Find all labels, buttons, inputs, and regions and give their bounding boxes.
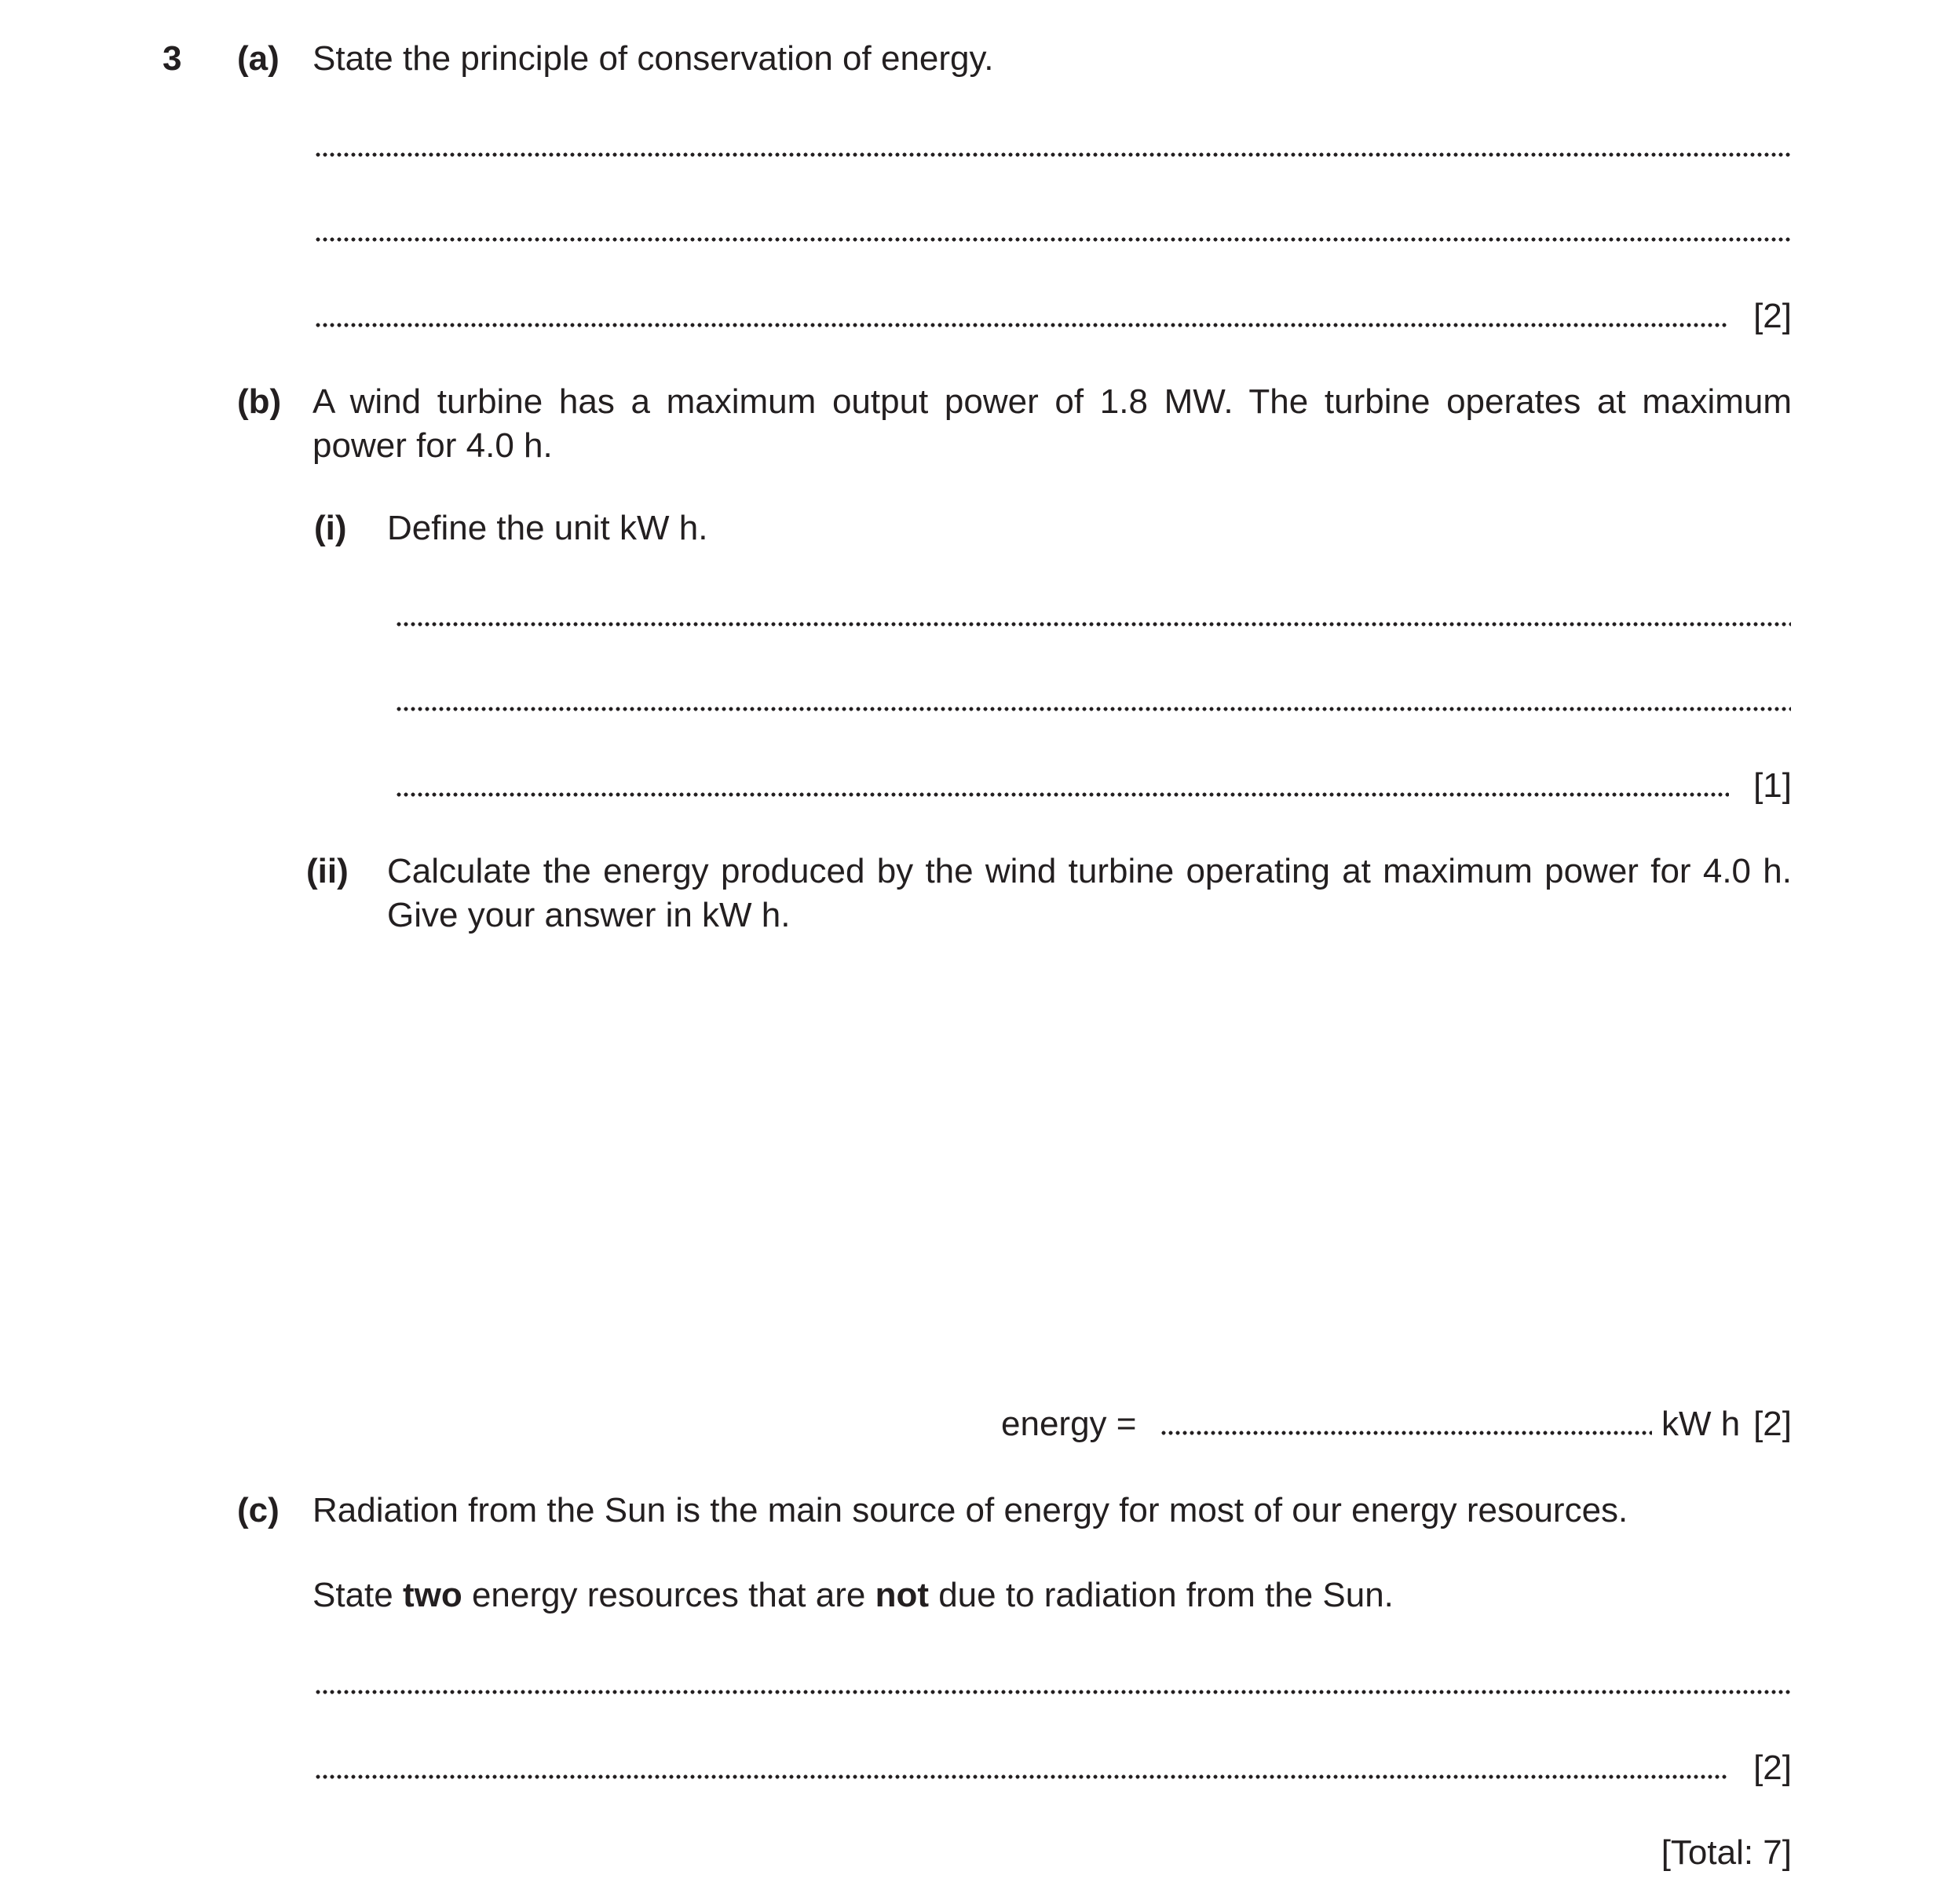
- part-c-prompt: [312, 1573, 1394, 1617]
- part-b-i-label: (i): [314, 509, 347, 547]
- part-a-label: (a): [237, 39, 280, 78]
- energy-answer-line[interactable]: [1161, 1431, 1652, 1435]
- part-b-intro: A wind turbine has a maximum output power of 1.8 MW. The turbine operates at maximum power for 4.0 h.: [312, 382, 1792, 465]
- part-b-ii-marks: [2]: [1753, 1405, 1792, 1443]
- part-b-ii-prompt: Calculate the energy produced by the wind turbine operating at maximum power for 4.0 h. Give your answer in kW h.: [387, 852, 1792, 934]
- part-c-prompt-post: due to radiation from the Sun.: [928, 1576, 1394, 1614]
- answer-line-b-i-3[interactable]: [397, 792, 1729, 797]
- part-c-marks: [2]: [1753, 1749, 1792, 1787]
- question-number: 3: [163, 39, 182, 78]
- answer-line-b-i-1[interactable]: [397, 622, 1791, 627]
- part-c-prompt-bold-two: two: [402, 1576, 462, 1614]
- answer-line-c-1[interactable]: [316, 1690, 1791, 1694]
- answer-line-a-3[interactable]: [316, 323, 1729, 327]
- answer-line-a-1[interactable]: [316, 152, 1791, 157]
- part-a-marks: [2]: [1753, 297, 1792, 335]
- part-c-label: (c): [237, 1491, 280, 1529]
- energy-answer-unit: kW h: [1661, 1405, 1741, 1443]
- energy-answer-label: energy =: [1001, 1405, 1137, 1443]
- answer-line-a-2[interactable]: [316, 237, 1791, 242]
- part-b-ii-label: (ii): [306, 852, 349, 890]
- part-c-intro: Radiation from the Sun is the main source of energy for most of our energy resources.: [312, 1491, 1628, 1529]
- part-b-label: (b): [237, 382, 282, 421]
- part-c-prompt-pre: State: [312, 1576, 403, 1614]
- answer-line-b-i-2[interactable]: [397, 707, 1791, 711]
- question-total: [Total: 7]: [1661, 1833, 1792, 1872]
- part-c-prompt-bold-not: not: [875, 1576, 929, 1614]
- part-b-i-prompt: Define the unit kW h.: [387, 509, 708, 547]
- part-b-i-marks: [1]: [1753, 766, 1792, 805]
- part-a-prompt: State the principle of conservation of energy.: [312, 39, 994, 78]
- answer-line-c-2[interactable]: [316, 1774, 1729, 1779]
- part-c-prompt-mid: energy resources that are: [462, 1576, 875, 1614]
